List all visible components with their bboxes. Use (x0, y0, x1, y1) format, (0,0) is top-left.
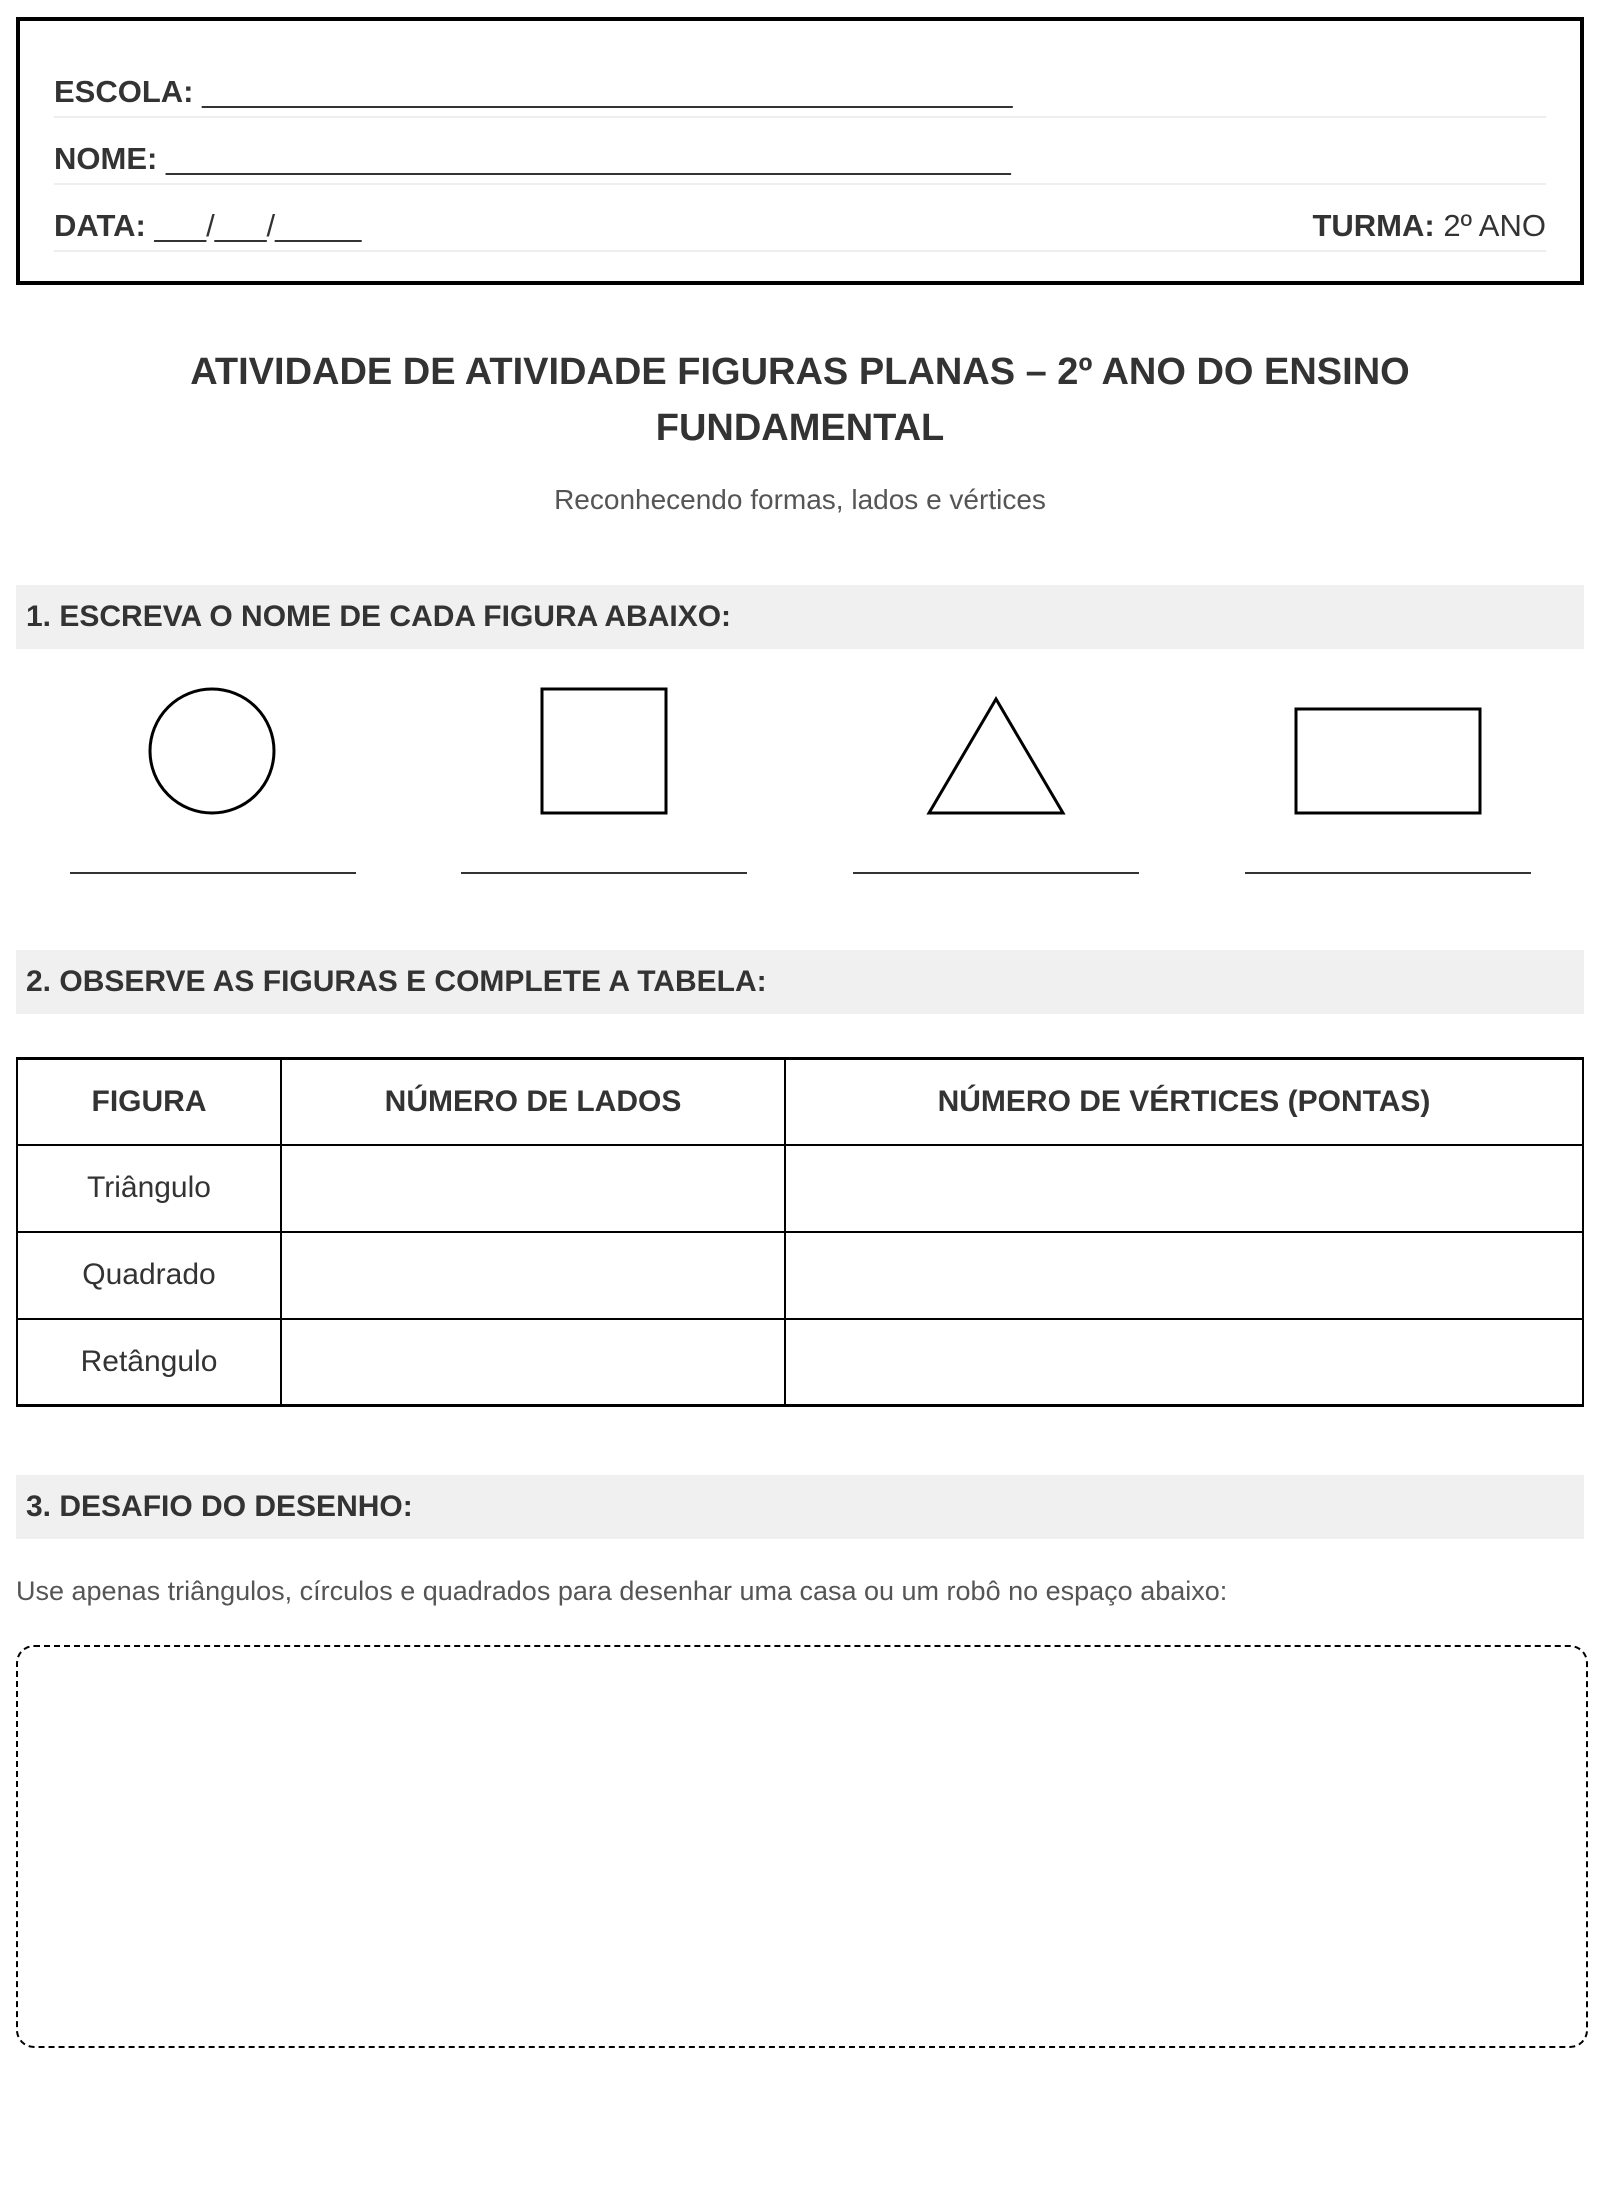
shapes-row (16, 686, 1584, 826)
table-header-row (17, 1059, 1583, 1145)
date-label: DATA: (54, 208, 146, 243)
table-row (17, 1145, 1583, 1232)
school-label: ESCOLA: (54, 74, 194, 109)
figure-name-cell: Quadrado (17, 1232, 281, 1319)
section-3-heading: 3. DESAFIO DO DESENHO: (16, 1475, 1584, 1539)
answer-line-3[interactable] (853, 872, 1139, 874)
figures-table (16, 1057, 1584, 1407)
square-shape-icon (408, 686, 800, 826)
figure-slot-1 (16, 686, 408, 826)
rectangle-shape-icon (1192, 686, 1584, 826)
figure-name-cell: Retângulo (17, 1319, 281, 1406)
school-field[interactable]: _______________________________________________ (202, 74, 1013, 109)
column-header: NÚMERO DE VÉRTICES (PONTAS) (785, 1059, 1583, 1145)
name-field[interactable]: _________________________________________________ (165, 141, 1011, 176)
date-class-row (54, 185, 1546, 252)
sides-cell[interactable] (281, 1145, 785, 1232)
circle-shape-icon (16, 686, 408, 826)
vertices-cell[interactable] (785, 1232, 1583, 1319)
sides-cell[interactable] (281, 1319, 785, 1406)
triangle-shape-icon (800, 686, 1192, 826)
table-row (17, 1319, 1583, 1406)
section-2-heading: 2. OBSERVE AS FIGURAS E COMPLETE A TABELA: (16, 950, 1584, 1014)
answer-line-4[interactable] (1245, 872, 1531, 874)
name-row (54, 118, 1546, 185)
class-value: 2º ANO (1443, 208, 1546, 243)
table-row (17, 1232, 1583, 1319)
page-subtitle: Reconhecendo formas, lados e vértices (554, 484, 1046, 515)
vertices-cell[interactable] (785, 1319, 1583, 1406)
class-label: TURMA: (1312, 208, 1435, 243)
column-header: FIGURA (17, 1059, 281, 1145)
section-1-heading: 1. ESCREVA O NOME DE CADA FIGURA ABAIXO: (16, 585, 1584, 649)
figure-slot-4 (1192, 686, 1584, 826)
name-label: NOME: (54, 141, 158, 176)
school-row (54, 51, 1546, 118)
answer-line-1[interactable] (70, 872, 356, 874)
figure-name-cell: Triângulo (17, 1145, 281, 1232)
date-field[interactable]: ___/___/_____ (154, 208, 362, 243)
answer-line-2[interactable] (461, 872, 747, 874)
vertices-cell[interactable] (785, 1145, 1583, 1232)
sides-cell[interactable] (281, 1232, 785, 1319)
page-title: ATIVIDADE DE ATIVIDADE FIGURAS PLANAS – 2º ANO DO ENSINO FUNDAMENTAL (190, 351, 1410, 449)
drawing-area[interactable] (16, 1645, 1588, 2048)
drawing-instructions: Use apenas triângulos, círculos e quadrados para desenhar uma casa ou um robô no espaço abaixo: (16, 1576, 1228, 1606)
figure-slot-3 (800, 686, 1192, 826)
student-info-box (16, 17, 1584, 285)
figure-slot-2 (408, 686, 800, 826)
column-header: NÚMERO DE LADOS (281, 1059, 785, 1145)
